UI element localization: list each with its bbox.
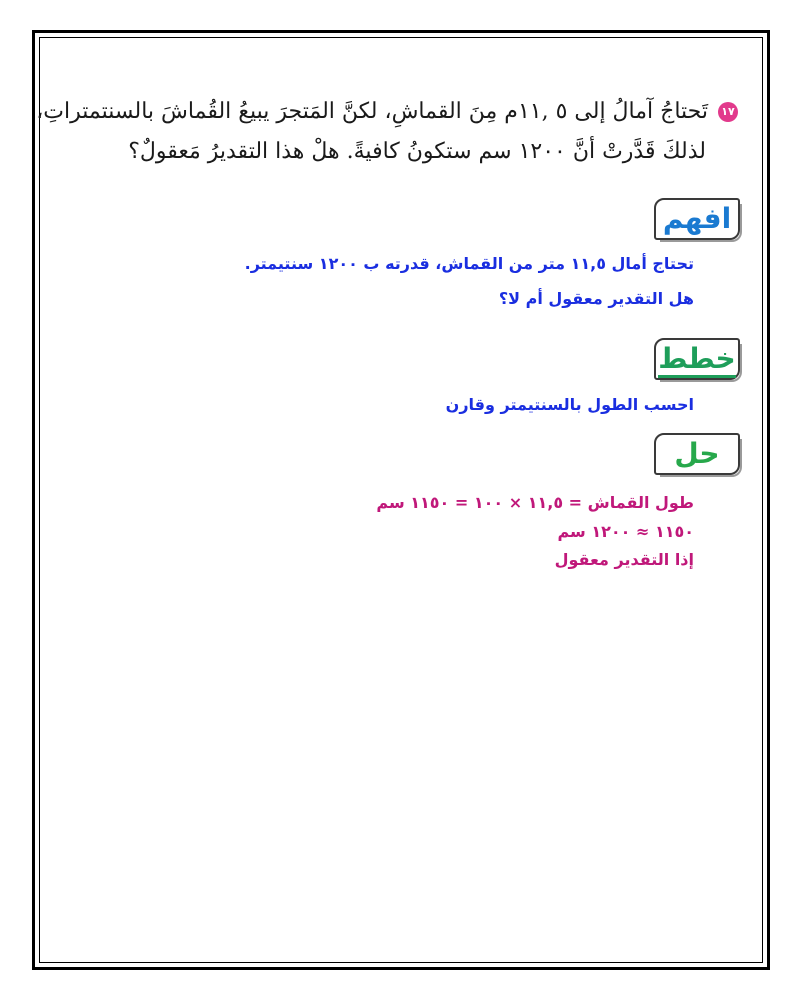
- question-number-badge: ١٧: [718, 102, 738, 122]
- plan-line-1: احسب الطول بالسنتيمتر وقارن: [445, 395, 694, 414]
- plan-heading-text: خطط: [658, 342, 735, 378]
- problem-line-1: [36, 92, 738, 132]
- solve-line-3: إذا التقدير معقول: [554, 550, 694, 569]
- understand-heading: [654, 198, 740, 240]
- understand-line-2: هل التقدير معقول أم لا؟: [498, 289, 694, 308]
- solve-line-1: طول القماش = ١١,٥ × ١٠٠ = ١١٥٠ سم: [376, 493, 694, 512]
- plan-heading: [654, 338, 740, 380]
- problem-line-2: لذلكَ قَدَّرتْ أنَّ ١٢٠٠ سم ستكونُ كافيةً. هلْ هذا التقديرُ مَعقولٌ؟: [128, 139, 706, 164]
- solve-heading: [654, 433, 740, 475]
- solve-line-2: ١١٥٠ ≈ ١٢٠٠ سم: [557, 522, 694, 541]
- problem-statement: [36, 92, 738, 172]
- understand-heading-text: افهم: [662, 202, 732, 235]
- understand-line-1: تحتاج أمال ١١,٥ متر من القماش، قدرته ب ١٢٠٠ سنتيمتر.: [244, 254, 694, 273]
- problem-line-1-text: تَحتاجُ آمالُ إلى ٥ ,١١م مِنَ القماشِ، لكنَّ المَتجرَ يبيعُ القُماشَ بالسنتمتراتِ،: [36, 99, 708, 124]
- solve-heading-text: حل: [674, 437, 720, 470]
